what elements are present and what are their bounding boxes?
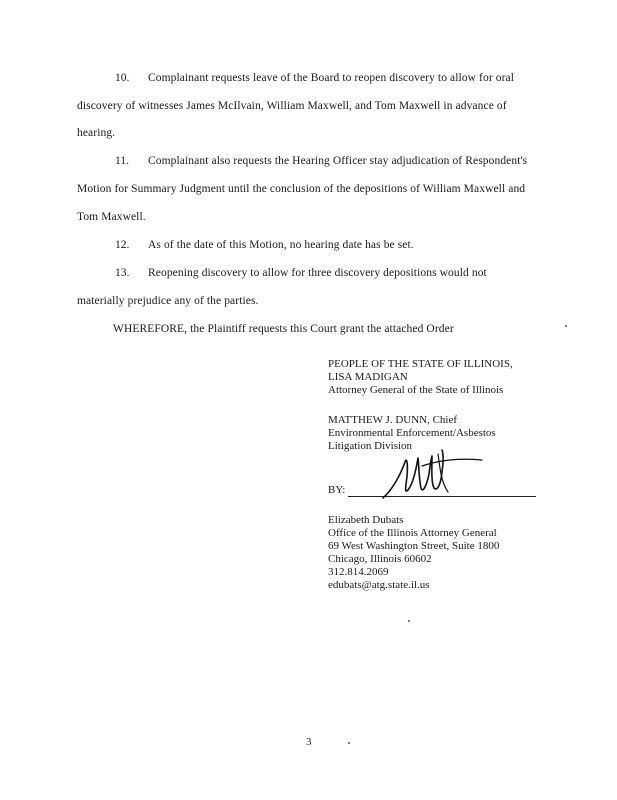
division-chief: MATTHEW J. DUNN, Chief [328, 414, 458, 426]
attorney-name: Elizabeth Dubats [328, 514, 404, 526]
paragraph-13-line-2: materially prejudice any of the parties. [77, 295, 259, 307]
wherefore-clause: WHEREFORE, the Plaintiff requests this Court grant the attached Order [113, 323, 454, 335]
paragraph-12-line-1: As of the date of this Motion, no hearing date has be set. [148, 239, 414, 251]
scan-speck [348, 742, 350, 744]
paragraph-12-number: 12. [115, 239, 130, 251]
paragraph-11-line-1: Complainant also requests the Hearing Officer stay adjudication of Respondent's [148, 155, 528, 167]
paragraph-10-line-2: discovery of witnesses James McIlvain, William Maxwell, and Tom Maxwell in advance of [77, 100, 507, 112]
division-name-line-1: Environmental Enforcement/Asbestos [328, 427, 496, 439]
handwritten-signature [378, 446, 488, 506]
division-name-line-2: Litigation Division [328, 440, 413, 452]
attorney-email: edubats@atg.state.il.us [328, 579, 430, 591]
paragraph-10-line-3: hearing. [77, 127, 116, 139]
paragraph-13-line-1: Reopening discovery to allow for three discovery depositions would not [148, 267, 487, 279]
attorney-general-name: LISA MADIGAN [328, 371, 408, 383]
page-number: 3 [306, 736, 312, 748]
scan-speck [565, 325, 567, 327]
paragraph-13-number: 13. [115, 267, 130, 279]
paragraph-10-number: 10. [115, 72, 130, 84]
by-label: BY: [328, 484, 346, 496]
party-name: PEOPLE OF THE STATE OF ILLINOIS, [328, 358, 513, 370]
attorney-office: Office of the Illinois Attorney General [328, 527, 497, 539]
attorney-phone: 312.814.2069 [328, 566, 389, 578]
attorney-city-state-zip: Chicago, Illinois 60602 [328, 553, 432, 565]
attorney-street-address: 69 West Washington Street, Suite 1800 [328, 540, 500, 552]
paragraph-11-line-3: Tom Maxwell. [77, 211, 146, 223]
attorney-general-title: Attorney General of the State of Illinois [328, 384, 504, 396]
paragraph-11-number: 11. [115, 155, 129, 167]
scan-speck [408, 620, 410, 622]
paragraph-11-line-2: Motion for Summary Judgment until the conclusion of the depositions of William Maxwell and [77, 183, 526, 195]
paragraph-10-line-1: Complainant requests leave of the Board to reopen discovery to allow for oral [148, 72, 515, 84]
